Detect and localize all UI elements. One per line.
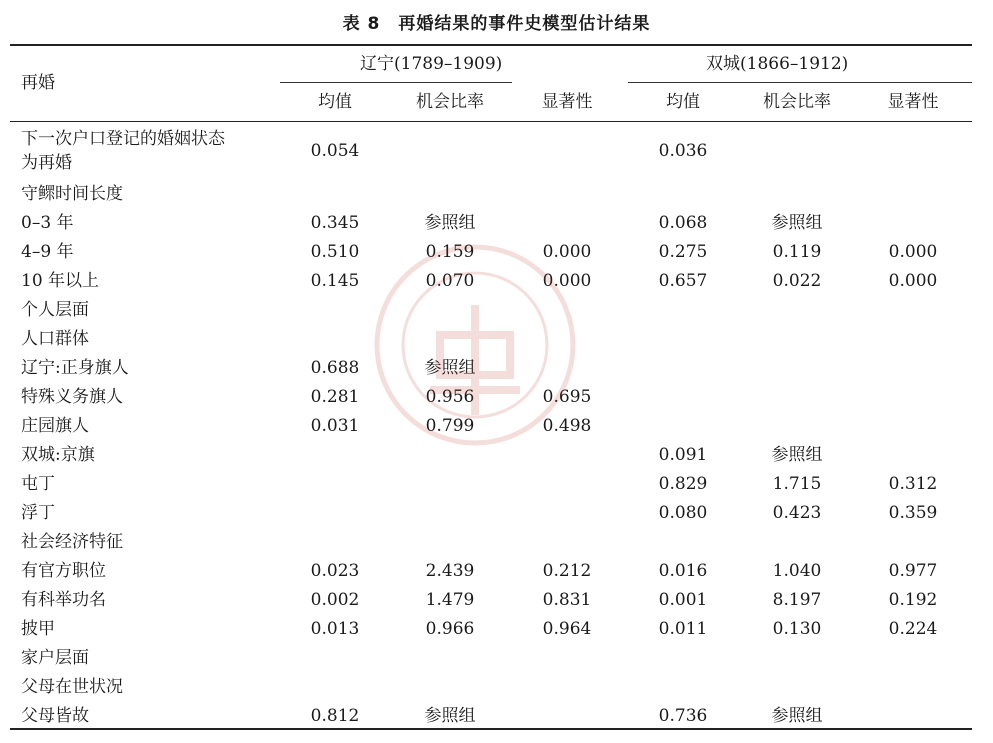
column-header: 机会比率: [416, 92, 484, 112]
row-label: 家户层面: [21, 648, 89, 668]
table-cell: 1.715: [772, 474, 822, 494]
table-cell: 1.040: [772, 561, 822, 581]
table-cell: 0.695: [542, 387, 592, 407]
table-cell: 0.054: [310, 141, 360, 161]
table-cell: 0.000: [542, 242, 592, 262]
table-cell: 0.119: [772, 242, 822, 262]
table-cell: 0.002: [310, 590, 360, 610]
table-cell: 0.145: [310, 271, 360, 291]
table-cell: 8.197: [772, 590, 822, 610]
shuangcheng-group-rule: [628, 82, 972, 83]
row-label: 屯丁: [21, 474, 55, 494]
table-cell: 0.956: [425, 387, 475, 407]
table-cell: 参照组: [424, 706, 476, 726]
table-cell: 0.688: [310, 358, 360, 378]
table-cell: 0.011: [658, 619, 708, 639]
column-header: 显著性: [541, 92, 593, 112]
column-header: 显著性: [887, 92, 939, 112]
column-header: 均值: [318, 92, 352, 112]
table-cell: 0.812: [310, 706, 360, 726]
table-cell: 0.091: [658, 445, 708, 465]
table-cell: 0.359: [888, 503, 938, 523]
table-cell: 0.275: [658, 242, 708, 262]
table-number: 表 8: [342, 14, 381, 34]
row-label: 双城:京旗: [21, 445, 95, 465]
table-cell: 0.423: [772, 503, 822, 523]
table-cell: 0.192: [888, 590, 938, 610]
row-label: 社会经济特征: [21, 532, 123, 552]
row-label: 庄园旗人: [21, 416, 89, 436]
table-cell: 参照组: [771, 706, 823, 726]
bottom-rule: [10, 728, 972, 730]
table-cell: 0.212: [542, 561, 592, 581]
table-cell: 0.510: [310, 242, 360, 262]
liaoning-group-rule: [280, 82, 512, 83]
table-cell: 2.439: [425, 561, 475, 581]
table-cell: 0.224: [888, 619, 938, 639]
row-label: 守鳏时间长度: [21, 184, 123, 204]
column-header: 机会比率: [763, 92, 831, 112]
table-cell: 参照组: [424, 213, 476, 233]
table-cell: 0.080: [658, 503, 708, 523]
table-title: [0, 9, 993, 34]
table-cell: 参照组: [424, 358, 476, 378]
table-cell: 0.977: [888, 561, 938, 581]
row-label: 父母在世状况: [21, 677, 123, 697]
row-label: 人口群体: [21, 329, 89, 349]
row-label: 个人层面: [21, 300, 89, 320]
table-cell: 0.799: [425, 416, 475, 436]
table-cell: 0.068: [658, 213, 708, 233]
row-label: 有科举功名: [21, 590, 106, 610]
group-header-liaoning: 辽宁(1789–1909): [360, 54, 503, 74]
row-label: 辽宁:正身旗人: [21, 358, 129, 378]
row-label: 披甲: [21, 619, 55, 639]
header-rule: [10, 121, 972, 122]
table-cell: 0.036: [658, 141, 708, 161]
table-cell: 0.964: [542, 619, 592, 639]
table-caption: 再婚结果的事件史模型估计结果: [398, 14, 651, 34]
row-label: 下一次户口登记的婚姻状态: [21, 129, 225, 149]
top-rule: [10, 44, 972, 46]
table-cell: 参照组: [771, 445, 823, 465]
row-label: 父母皆故: [21, 706, 89, 726]
table-cell: 0.000: [888, 271, 938, 291]
table-cell: 0.023: [310, 561, 360, 581]
table-cell: 0.022: [772, 271, 822, 291]
table-cell: 0.031: [310, 416, 360, 436]
group-header-shuangcheng: 双城(1866–1912): [706, 54, 849, 74]
table-cell: 0.070: [425, 271, 475, 291]
table-cell: 0.159: [425, 242, 475, 262]
row-header-label: 再婚: [21, 73, 55, 93]
table-cell: 0.130: [772, 619, 822, 639]
table-cell: 0.001: [658, 590, 708, 610]
table-cell: 0.000: [542, 271, 592, 291]
row-label-continued: 为再婚: [21, 153, 72, 173]
table-cell: 0.736: [658, 706, 708, 726]
row-label: 4–9 年: [21, 242, 74, 262]
table-cell: 0.829: [658, 474, 708, 494]
row-label: 10 年以上: [21, 271, 100, 291]
table-cell: 0.966: [425, 619, 475, 639]
table-cell: 0.281: [310, 387, 360, 407]
table-cell: 0.831: [542, 590, 592, 610]
table-cell: 参照组: [771, 213, 823, 233]
row-label: 浮丁: [21, 503, 55, 523]
table-cell: 1.479: [425, 590, 475, 610]
table-cell: 0.657: [658, 271, 708, 291]
table-cell: 0.016: [658, 561, 708, 581]
table-cell: 0.498: [542, 416, 592, 436]
row-label: 0–3 年: [21, 213, 74, 233]
table-cell: 0.312: [888, 474, 938, 494]
table-cell: 0.345: [310, 213, 360, 233]
table-cell: 0.013: [310, 619, 360, 639]
table-cell: 0.000: [888, 242, 938, 262]
column-header: 均值: [666, 92, 700, 112]
row-label: 有官方职位: [21, 561, 106, 581]
row-label: 特殊义务旗人: [21, 387, 123, 407]
